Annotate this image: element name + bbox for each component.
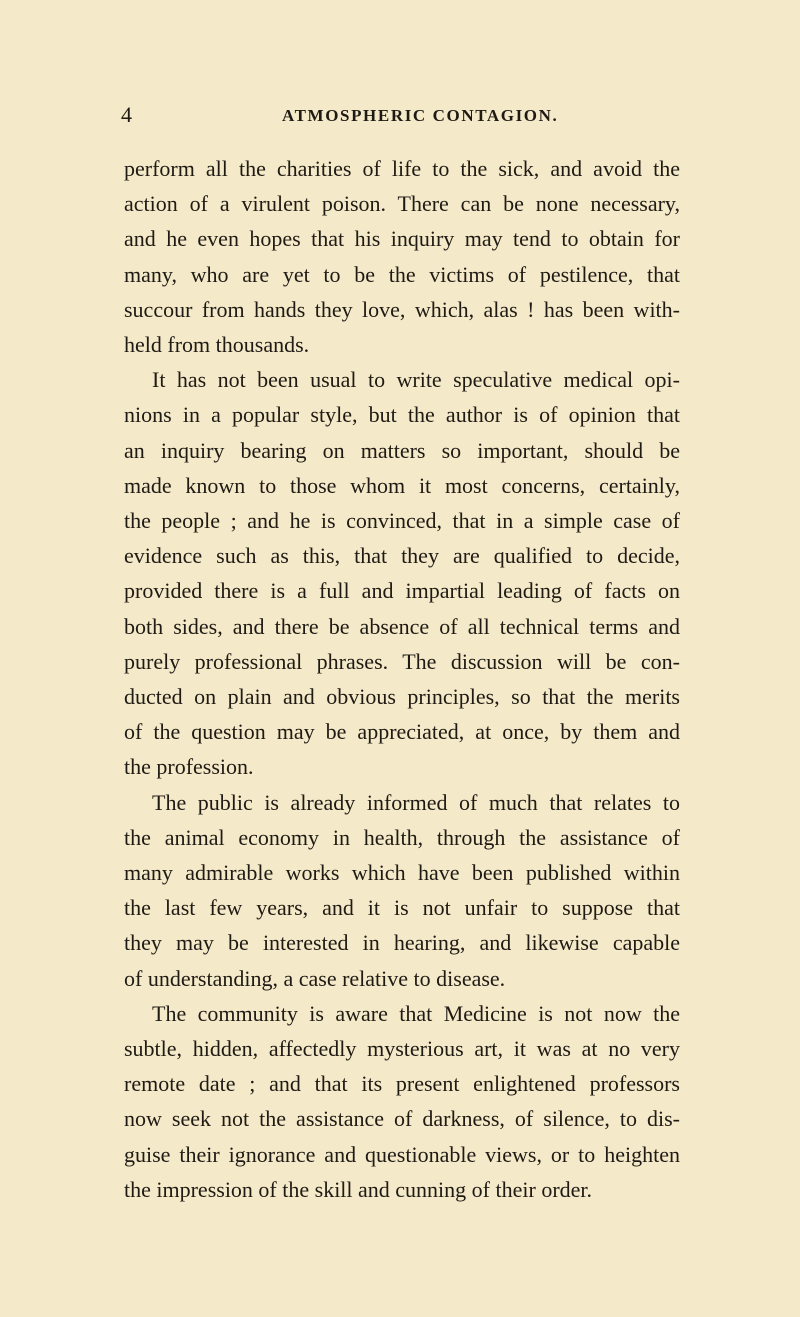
body-text: [124, 151, 680, 1207]
paragraph: [124, 996, 680, 1207]
text-line: subtle, hidden, affectedly mysterious art, it was at no very: [124, 1036, 680, 1062]
text-line: perform all the charities of life to the sick, and avoid the: [124, 156, 680, 181]
text-line: held from thousands.: [124, 332, 310, 358]
text-line: remote date ; and that its present enlightened professors: [124, 1071, 680, 1097]
text-line: evidence such as this, that they are qualified to decide,: [124, 543, 680, 569]
text-line: the profession.: [124, 754, 254, 780]
text-line: The community is aware that Medicine is not now the: [152, 1000, 680, 1026]
text-line: many admirable works which have been published within: [124, 860, 680, 886]
paragraph: [124, 151, 680, 362]
text-line: of the question may be appreciated, at once, by them and: [124, 719, 680, 745]
text-line: of understanding, a case relative to disease.: [124, 965, 506, 991]
text-line: made known to those whom it most concerns, certainly,: [124, 472, 680, 498]
text-line: many, who are yet to be the victims of pestilence, that: [124, 261, 680, 287]
text-line: the last few years, and it is not unfair to suppose that: [124, 895, 680, 921]
page-header: [0, 100, 800, 130]
text-line: succour from hands they love, which, alas ! has been with-: [124, 296, 680, 322]
text-line: the impression of the skill and cunning of their order.: [124, 1176, 593, 1202]
text-line: both sides, and there be absence of all technical terms and: [124, 613, 680, 639]
text-line: the animal economy in health, through the assistance of: [124, 824, 680, 850]
text-line: It has not been usual to write speculative medical opi-: [152, 367, 680, 393]
text-line: ducted on plain and obvious principles, so that the merits: [124, 684, 680, 710]
text-line: the people ; and he is convinced, that in a simple case of: [124, 508, 680, 534]
text-line: and he even hopes that his inquiry may tend to obtain for: [124, 226, 680, 252]
text-line: an inquiry bearing on matters so important, should be: [124, 437, 680, 463]
text-line: The public is already informed of much that relates to: [152, 789, 680, 815]
paragraph: [124, 785, 680, 996]
running-head: ATMOSPHERIC CONTAGION.: [282, 106, 559, 125]
text-line: purely professional phrases. The discussion will be con-: [124, 648, 680, 674]
text-line: guise their ignorance and questionable views, or to heighten: [124, 1141, 680, 1167]
text-line: they may be interested in hearing, and likewise capable: [124, 930, 680, 956]
text-line: now seek not the assistance of darkness, of silence, to dis-: [124, 1106, 680, 1132]
page-number: 4: [121, 102, 132, 127]
paragraph: [124, 362, 680, 784]
text-line: action of a virulent poison. There can be none necessary,: [124, 191, 680, 217]
text-line: nions in a popular style, but the author is of opinion that: [124, 402, 680, 428]
text-line: provided there is a full and impartial leading of facts on: [124, 578, 680, 604]
